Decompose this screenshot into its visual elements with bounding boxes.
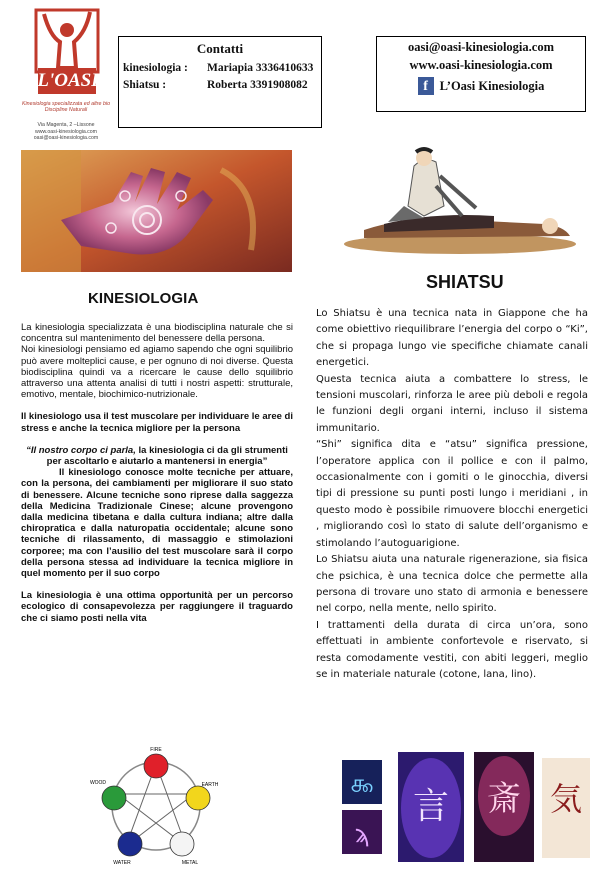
facebook-page-name: L’Oasi Kinesiologia [439,78,545,93]
water-circle [118,832,142,856]
svg-text:斎: 斎 [487,779,521,819]
label-earth: EARTH [201,782,219,788]
logo [20,4,112,146]
reiki-symbols-image [340,752,593,864]
kinesiologia-text [21,322,293,624]
paragraph: I trattamenti della durata di circa un’ora, sono effettuati in ambiente confortevole e riservato, si resta comodamente vestiti, con abiti leggeri, meglio se in materiale naturale (cotone, lana, lino). [316,619,588,680]
logo-address [20,122,112,142]
web-box [376,36,586,112]
address-line: Via Magenta, 2 –Lissone [37,122,95,128]
logo-brand: L'OASI [37,70,99,91]
kinesiology-hand-image [21,150,292,272]
contact-value[interactable]: Roberta 3391908082 [207,79,308,91]
paragraph: Lo Shiatsu aiuta una naturale rigenerazione, sia fisica che psichica, è una tecnica dolce che permette alla persona di trovare uno stato di armonia e benessere nel corpo, nella mente, nello spirito. [316,554,588,615]
label-fire: FIRE [150,747,162,753]
fire-circle [144,754,168,778]
contact-value[interactable]: Mariapia 3336410633 [207,62,314,74]
svg-text:言: 言 [412,786,450,827]
contact-row-shiatsu [123,79,321,91]
wood-circle [102,786,126,810]
shiatsu-text [316,306,588,683]
paragraph: Lo Shiatsu è una tecnica nata in Giappone che ha come obiettivo riequilibrare l’energia del corpo o “Ki”, che si propaga lungo vie specifiche chiamate canali energetici. [316,308,588,369]
website-link[interactable]: www.oasi-kinesiologia.com [409,58,553,72]
quote-rest: la kinesiologia ci da gli strumenti per ascoltarlo e aiutarlo a mantenersi in energia” [46,444,288,468]
paragraph: La kinesiologia specializzata è una biodisciplina naturale che si concentra sul mantenimento del benessere della persona. [21,322,293,345]
contacts-box [118,36,322,128]
svg-text:ϡ: ϡ [354,820,370,848]
contact-label: kinesiologia : [123,62,188,74]
five-elements-diagram [86,742,226,866]
paragraph: Il kinesiologo usa il test muscolare per individuare le aree di stress e anche la tecnica migliore per la persona [21,411,293,434]
paragraph: Questa tecnica aiuta a combattere lo stress, le tensioni muscolari, rinforza le aree più deboli e regola le funzioni degli organi interni, incluso il sistema immunitario. [316,373,588,434]
facebook-link[interactable] [377,77,585,95]
earth-circle [186,786,210,810]
logo-tagline: Kinesiologia specializzata ed altre bio Discipline Naturali [21,101,111,113]
paragraph: “Shi” significa dita e “atsu” significa pressione, l’operatore applica con il pollice e con il palmo, occasionalmente con i gomiti o le ginocchia, diversi tipi di pressione su punti posti lungo i meridiani , in questo modo è possibile rimuovere blocchi energetici , migliorando così lo stato di salute dell’organismo e stimolando l’autoguarigione. [316,439,588,549]
website-line[interactable]: www.oasi-kinesiologia.com [35,128,97,135]
shiatsu-massage-image [344,146,576,254]
quote [21,445,293,467]
svg-text:気: 気 [549,780,583,818]
contact-row-kinesiologia [123,62,321,74]
metal-circle [170,832,194,856]
contact-label: Shiatsu : [123,79,167,91]
svg-text:௯: ௯ [349,769,375,799]
contacts-title: Contatti [196,41,244,56]
label-wood: WOOD [89,780,107,786]
paragraph: La kinesiologia è una ottima opportunità per un percorso ecologico di consapevolezza per raggiungere il traguardo che ci siamo posti nella vita [21,590,293,624]
label-metal: METAL [181,860,199,866]
shiatsu-title: SHIATSU [426,272,504,292]
label-water: WATER [113,860,131,866]
email-line[interactable]: oasi@oasi-kinesiologia.com [33,135,99,142]
paragraph: Il kinesiologo conosce molte tecniche per attuare, con la persona, dei cambiamenti per migliorare il suo stato di benessere. Alcune tecniche sono riprese dalla saggezza della Medicina Tradizionale Cinese; alcune provengono dalla medicina tibetana e dalla cultura indiana; altre dalla chiropratica e dalla naturopatia occidentale; alcune sono tecniche di rilassamento, di massaggio e stimolazioni corporee; ma con l’ausilio del test muscolare sarà il corpo della persona stessa ad individuare la tecnica migliore in quel momento per il suo corpo [21,467,293,580]
paragraph: Noi kinesiologi pensiamo ed agiamo sapendo che ogni squilibrio può avere molteplici cause, e per ognuno di noi diverse. Questa biodisciplina quindi va a ricercare le cause dello squilibrio attraverso una attenta analisi di tutti i nostri aspetti: strutturale, emotivo, mentale, biochimico-nutrizionale. [21,344,293,401]
quote-italic: “Il nostro corpo ci parla, [26,444,136,456]
kinesiologia-title: KINESIOLOGIA [88,290,199,307]
email-link[interactable]: oasi@oasi-kinesiologia.com [407,40,554,54]
facebook-icon: f [418,77,434,95]
